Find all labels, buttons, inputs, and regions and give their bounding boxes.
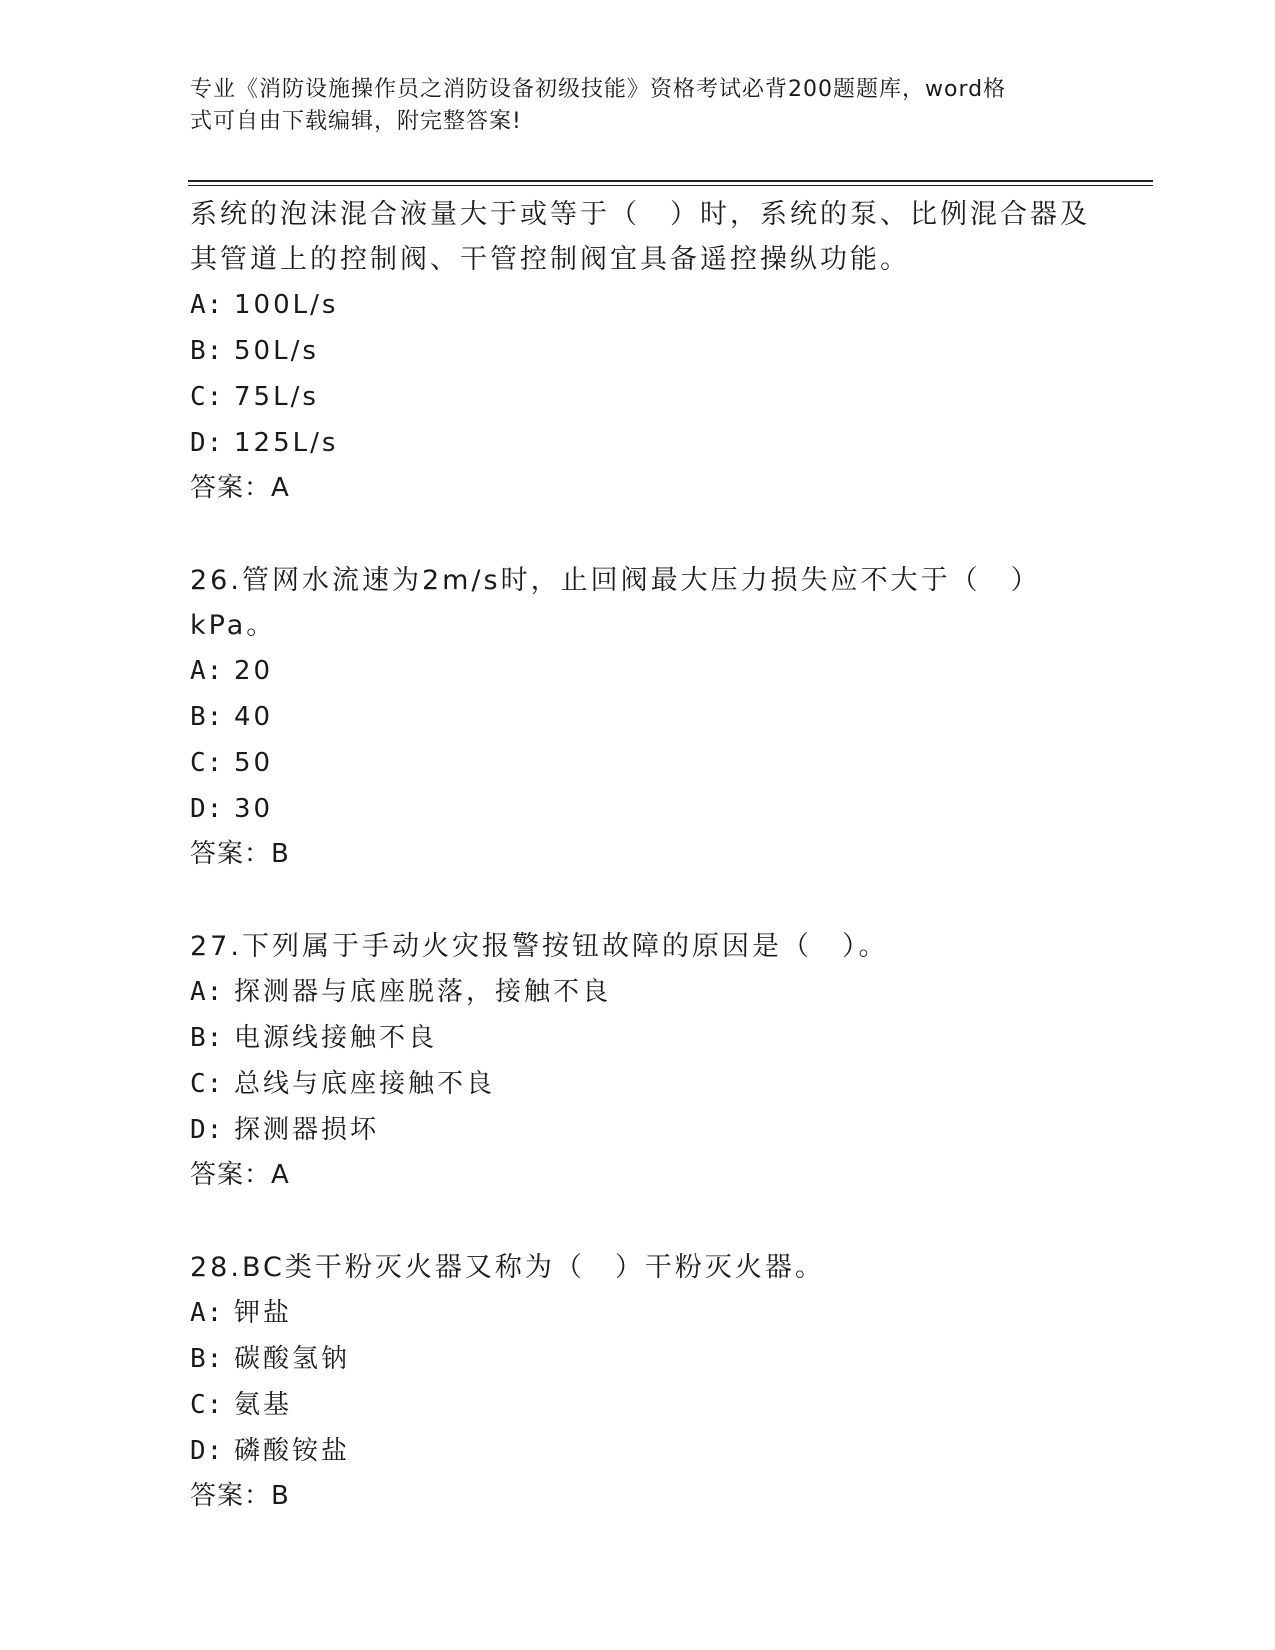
option-key: A:	[190, 977, 224, 1007]
option-text: 钾盐	[234, 1298, 293, 1328]
option-text: 40	[234, 702, 274, 732]
option-b	[190, 1015, 1090, 1061]
option-text: 磷酸铵盐	[234, 1436, 351, 1466]
option-key: D:	[190, 794, 224, 824]
option-key: B:	[190, 1023, 224, 1053]
option-a	[190, 648, 1090, 694]
option-key: A:	[190, 656, 224, 686]
option-text: 100L/s	[234, 290, 339, 320]
option-key: C:	[190, 1069, 224, 1099]
option-c	[190, 374, 1090, 420]
option-key: A:	[190, 1298, 224, 1328]
answer-line: 答案：A	[190, 1160, 290, 1190]
option-c	[190, 1061, 1090, 1107]
option-key: D:	[190, 1115, 224, 1145]
option-a	[190, 282, 1090, 328]
question-item	[190, 558, 1090, 876]
option-key: C:	[190, 1390, 224, 1420]
question-stem-line: 其管道上的控制阀、干管控制阀宜具备遥控操纵功能。	[190, 244, 910, 275]
document-header	[190, 74, 1090, 138]
answer-line: 答案：A	[190, 473, 290, 503]
header-divider-thin	[188, 185, 1153, 186]
option-key: B:	[190, 1344, 224, 1374]
option-b	[190, 694, 1090, 740]
option-text: 碳酸氢钠	[234, 1344, 351, 1374]
option-text: 总线与底座接触不良	[234, 1069, 496, 1099]
option-d	[190, 420, 1090, 466]
question-stem-line: 27.下列属于手动火灾报警按钮故障的原因是（ ）。	[190, 931, 889, 962]
option-d	[190, 1107, 1090, 1153]
header-divider-thick	[188, 180, 1153, 182]
question-item	[190, 1245, 1090, 1518]
option-d	[190, 786, 1090, 832]
option-key: D:	[190, 428, 224, 458]
option-a	[190, 1290, 1090, 1336]
question-stem-line: 系统的泡沫混合液量大于或等于（ ）时，系统的泵、比例混合器及	[190, 199, 1090, 230]
option-text: 30	[234, 794, 274, 824]
option-key: C:	[190, 382, 224, 412]
question-item	[190, 192, 1090, 510]
option-b	[190, 328, 1090, 374]
answer-line: 答案：B	[190, 1481, 290, 1511]
option-text: 氨基	[234, 1390, 293, 1420]
option-key: B:	[190, 702, 224, 732]
header-line-1: 专业《消防设施操作员之消防设备初级技能》资格考试必背200题题库，word格	[190, 77, 1007, 102]
option-key: A:	[190, 290, 224, 320]
option-b	[190, 1336, 1090, 1382]
option-d	[190, 1428, 1090, 1474]
option-text: 电源线接触不良	[234, 1023, 438, 1053]
option-text: 20	[234, 656, 274, 686]
option-text: 75L/s	[234, 382, 319, 412]
option-text: 探测器损坏	[234, 1115, 380, 1145]
option-key: C:	[190, 748, 224, 778]
question-list	[190, 192, 1090, 1566]
option-text: 探测器与底座脱落，接触不良	[234, 977, 612, 1007]
option-text: 50	[234, 748, 274, 778]
option-c	[190, 740, 1090, 786]
header-line-2: 式可自由下载编辑，附完整答案!	[190, 109, 522, 134]
option-text: 50L/s	[234, 336, 319, 366]
option-key: B:	[190, 336, 224, 366]
question-stem-line: 28.BC类干粉灭火器又称为（ ）干粉灭火器。	[190, 1252, 825, 1283]
option-text: 125L/s	[234, 428, 339, 458]
answer-line: 答案：B	[190, 839, 290, 869]
option-key: D:	[190, 1436, 224, 1466]
option-c	[190, 1382, 1090, 1428]
question-stem	[190, 558, 1090, 648]
question-stem	[190, 192, 1090, 282]
option-a	[190, 969, 1090, 1015]
question-stem	[190, 924, 1090, 969]
question-stem	[190, 1245, 1090, 1290]
question-stem-line: 26.管网水流速为2m/s时，止回阀最大压力损失应不大于（ ）kPa。	[190, 565, 1041, 641]
question-item	[190, 924, 1090, 1197]
